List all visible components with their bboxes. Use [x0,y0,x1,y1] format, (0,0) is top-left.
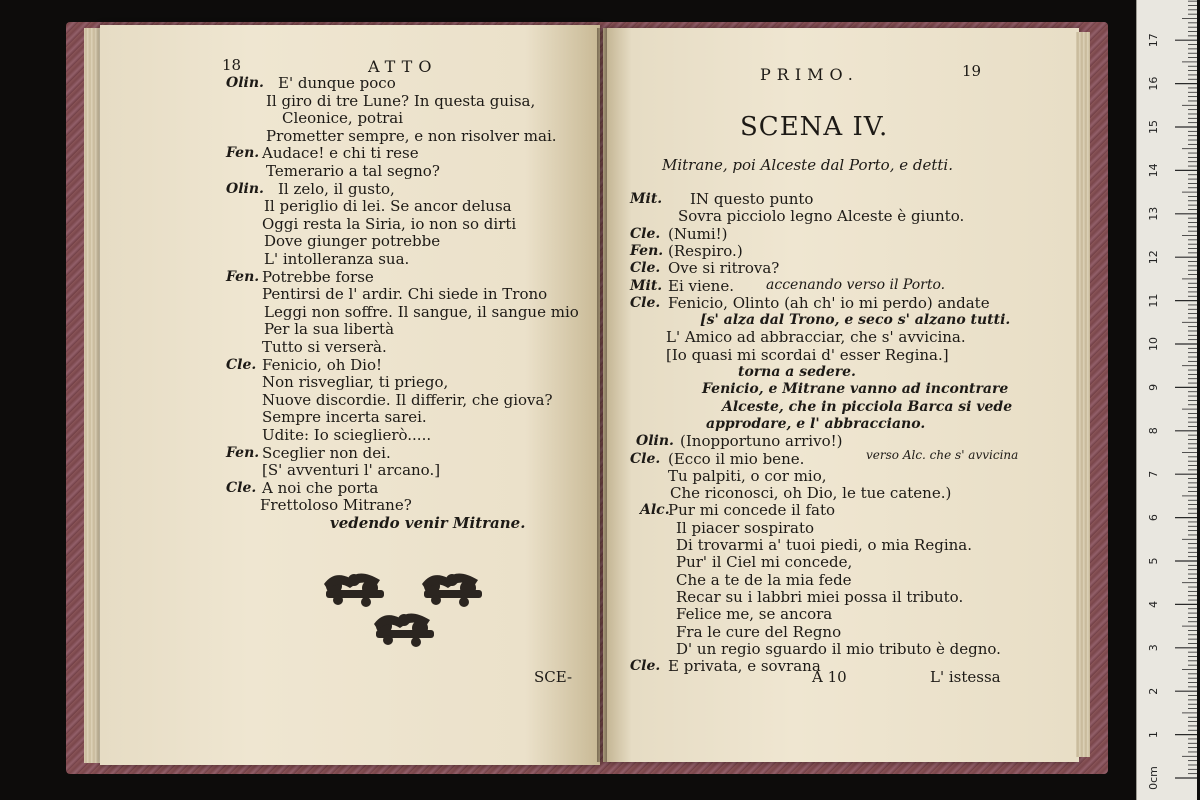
left-running-head: ATTO [368,57,438,76]
right-verse-line: D' un regio sguardo il mio tributo è degno. [676,639,1001,658]
left-verse-line: Temerario a tal segno? [266,162,440,180]
left-verse-line: [S' avventuri l' arcano.] [262,461,441,480]
left-catchword: SCE- [534,668,573,686]
left-verse-line: Tutto si verserà. [262,338,387,356]
ruler-label: 16 [1147,76,1160,91]
right-verse-line: Che riconosci, oh Dio, le tue catene.) [670,484,952,503]
left-verse-line: L' intolleranza sua. [264,250,410,268]
right-speaker-label: Cle. [630,260,661,277]
right-verse-line: L' Amico ad abbracciar, che s' avvicina. [666,328,966,347]
left-verse-line: Dove giunger potrebbe [264,232,441,251]
left-verse-line: Udite: Io scieglierò..... [262,426,432,444]
right-verse-line: Fra le cure del Regno [676,622,842,641]
right-speaker-label: Mit. [630,191,663,207]
scene-description: Mitrane, poi Alceste dal Porto, e detti. [662,156,953,174]
left-speaker-label: Fen. [226,145,260,162]
left-verse-line: Nuove discordie. Il differir, che giova? [262,390,553,409]
right-running-head: PRIMO. [760,65,859,84]
ruler-label: 14 [1147,163,1160,178]
right-verse-line: IN questo punto [690,190,814,208]
left-verse-line: vedendo venir Mitrane. [330,514,526,532]
scene-title: SCENA IV. [740,112,889,142]
right-page-number: 19 [962,62,982,80]
left-speaker-label: Cle. [226,356,257,373]
book-gutter [597,28,607,762]
stage-direction-verso-alc: verso Alc. che s' avvicina [866,448,1019,462]
right-verse-line: Sovra picciolo legno Alceste è giunto. [678,207,965,226]
left-verse-line: Il periglio di lei. Se ancor delusa [264,197,512,216]
left-speaker-label: Olin. [226,180,264,197]
right-verse-line: E privata, e sovrana [668,657,821,676]
page-edges-right [1076,32,1090,757]
right-speaker-label: Fen. [630,242,664,259]
right-verse-line: (Respiro.) [668,241,743,260]
right-speaker-label: Cle. [630,658,661,675]
right-verse-line: [s' alza dal Trono, e seco s' alzano tutti. [700,312,1011,329]
ruler-label: 3 [1147,644,1160,652]
left-verse-line: Il giro di tre Lune? In questa guisa, [266,91,536,110]
ruler-label: 5 [1147,557,1160,565]
left-page-number: 18 [222,56,242,74]
right-verse-line: Pur mi concede il fato [668,501,836,520]
right-verse-line: Tu palpiti, o cor mio, [668,466,827,485]
left-verse-line: Frettoloso Mitrane? [260,496,412,515]
ruler-label: 8 [1147,427,1160,435]
ruler-label: 15 [1147,120,1160,134]
right-catchword: L' istessa [930,668,1001,686]
left-verse-line: Sempre incerta sarei. [262,408,427,427]
right-verse-line: Di trovarmi a' tuoi piedi, o mia Regina. [676,536,973,554]
ruler-scale [1137,0,1197,800]
ruler-label: 13 [1147,206,1160,221]
right-verse-line: torna a sedere. [738,364,856,380]
left-verse-line: Il zelo, il gusto, [278,179,395,198]
right-verse-line: (Inopportuno arrivo!) [680,432,843,451]
signature-mark: A 10 [812,668,847,686]
right-verse-line: (Ecco il mio bene. [668,449,805,468]
left-verse-line: Sceglier non dei. [262,443,391,462]
left-verse-line: Cleonice, potrai [282,109,404,128]
right-speaker-label: Mit. [630,277,663,294]
right-speaker-label: Cle. [630,225,661,242]
ruler-label: 1 [1147,731,1160,739]
ruler-label: 12 [1147,250,1160,265]
left-verse-line: A noi che porta [262,478,379,497]
ruler-label: 10 [1147,337,1160,351]
left-speaker-label: Fen. [226,268,260,285]
left-verse-line: E' dunque poco [278,74,396,92]
right-verse-line: Pur' il Ciel mi concede, [676,553,853,572]
left-verse-line: Non risvegliar, ti priego, [262,373,449,392]
stage-direction-porto: accenando verso il Porto. [766,277,946,293]
right-speaker-label: Alc. [640,502,670,519]
left-speaker-label: Olin. [226,75,264,91]
ruler-label: 6 [1147,514,1160,522]
ruler-label: 11 [1147,293,1160,308]
ruler-label: 17 [1147,33,1160,48]
right-verse-line: Ove si ritrova? [668,259,780,278]
right-verse-line: (Numi!) [668,224,728,243]
ruler-label: 2 [1147,687,1160,695]
right-speaker-label: Cle. [630,294,661,311]
ruler-label: 4 [1147,600,1160,608]
measurement-ruler [1136,0,1197,800]
right-verse-line: approdare, e l' abbracciano. [706,415,926,432]
left-verse-line: Leggi non soffre. Il sangue, il sangue mio [264,302,579,321]
right-speaker-label: Olin. [636,433,674,450]
right-verse-line: Fenicio, Olinto (ah ch' io mi perdo) andate [668,293,990,312]
right-verse-line: Che a te de la mia fede [676,570,852,589]
left-verse-line: Oggi resta la Siria, io non so dirti [262,214,517,233]
ruler-label: 0cm [1147,766,1160,790]
left-verse-line: Audace! e chi ti rese [262,144,419,163]
right-verse-line: Ei viene. [668,276,734,295]
left-speaker-label: Fen. [226,444,260,461]
left-verse-line: Fenicio, oh Dio! [262,355,383,374]
right-speaker-label: Cle. [630,450,661,467]
right-verse-line: Felice me, se ancora [676,605,833,624]
left-verse-line: Potrebbe forse [262,267,374,286]
ruler-label: 9 [1147,383,1160,391]
ruler-label: 7 [1147,470,1160,478]
right-verse-line: [Io quasi mi scordai d' esser Regina.] [666,345,949,364]
left-verse-line: Per la sua libertà [264,320,395,339]
printer-ornament [318,562,508,652]
left-verse-line: Pentirsi de l' ardir. Chi siede in Trono [262,285,548,304]
right-verse-line: Alceste, che in picciola Barca si vede [722,398,1013,415]
left-speaker-label: Cle. [226,479,257,496]
right-verse-line: Il piacer sospirato [676,518,815,537]
right-verse-line: Recar su i labbri miei possa il tributo. [676,587,964,606]
left-verse-line: Prometter sempre, e non risolver mai. [266,126,557,145]
right-verse-line: Fenicio, e Mitrane vanno ad incontrare [702,381,1009,398]
